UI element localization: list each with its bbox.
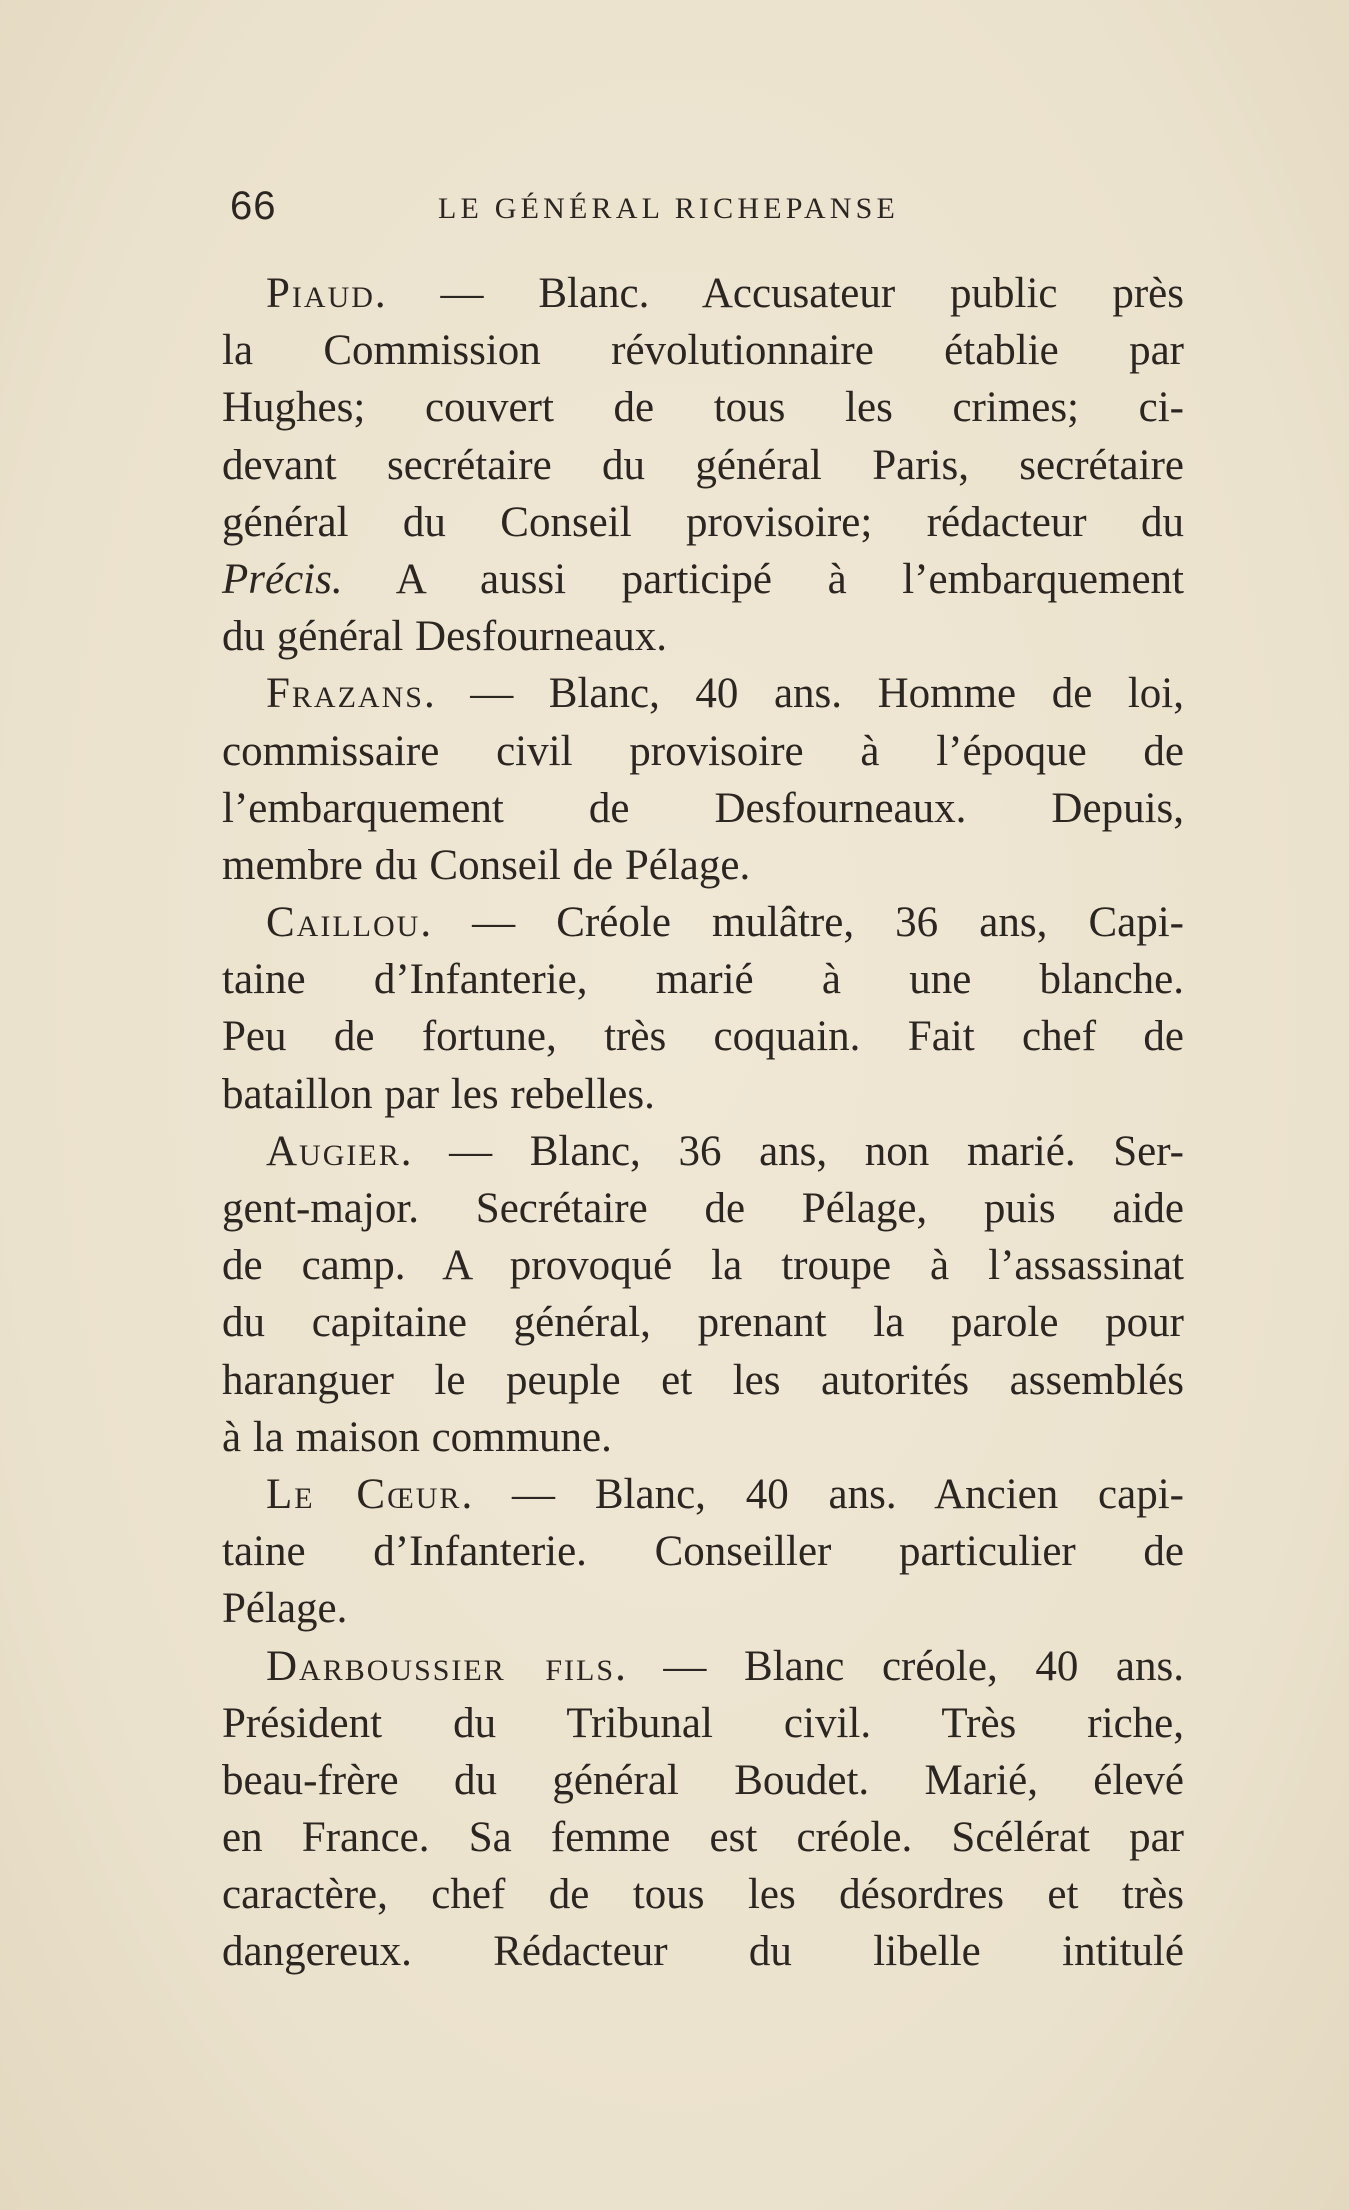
- entry-name: Augier: [266, 1127, 401, 1175]
- entry-name: Le Cœur: [266, 1470, 462, 1518]
- text-line: du général Desfourneaux.: [222, 613, 667, 661]
- text-line: général du Conseil provisoire; rédacteur du: [222, 498, 1184, 546]
- entry-name: Darboussier fils: [266, 1642, 616, 1690]
- body-text: [222, 265, 1184, 1981]
- text-line: Caillou. — Créole mulâtre, 36 ans, Capi-: [266, 899, 1184, 947]
- text-line: Précis. A aussi participé à l’embarquement: [222, 555, 1184, 603]
- text-line: Pélage.: [222, 1585, 348, 1633]
- text-line: la Commission révolutionnaire établie par: [222, 327, 1184, 375]
- italic-title: Précis.: [222, 555, 343, 603]
- text-line: beau-frère du général Boudet. Marié, élevé: [222, 1756, 1184, 1804]
- entry-name: Frazans: [266, 670, 424, 718]
- text-line: Le Cœur. — Blanc, 40 ans. Ancien capi-: [266, 1470, 1184, 1518]
- text-line: haranguer le peuple et les autorités assemblés: [222, 1356, 1184, 1404]
- text-line: de camp. A provoqué la troupe à l’assassinat: [222, 1242, 1184, 1290]
- text-line: bataillon par les rebelles.: [222, 1070, 655, 1118]
- entry-le-coeur: [222, 1466, 1184, 1638]
- text-line: du capitaine général, prenant la parole pour: [222, 1299, 1184, 1347]
- text-line: dangereux. Rédacteur du libelle intitulé: [222, 1928, 1184, 1976]
- text-line: taine d’Infanterie. Conseiller particulier de: [222, 1528, 1184, 1576]
- page-number: 66: [230, 184, 277, 228]
- text-line: commissaire civil provisoire à l’époque de: [222, 727, 1184, 775]
- entry-darboussier-fils: [222, 1638, 1184, 1981]
- text-line: Darboussier fils. — Blanc créole, 40 ans.: [266, 1642, 1184, 1690]
- entry-piaud: [222, 265, 1184, 665]
- entry-caillou: [222, 894, 1184, 1123]
- text-line: Président du Tribunal civil. Très riche,: [222, 1699, 1184, 1747]
- text-line: taine d’Infanterie, marié à une blanche.: [222, 956, 1184, 1004]
- entry-augier: [222, 1123, 1184, 1466]
- text-line: l’embarquement de Desfourneaux. Depuis,: [222, 784, 1184, 832]
- text-line: caractère, chef de tous les désordres et très: [222, 1871, 1184, 1919]
- text-line: gent-major. Secrétaire de Pélage, puis aide: [222, 1185, 1184, 1232]
- page-header: [222, 180, 1182, 240]
- text-line: en France. Sa femme est créole. Scélérat par: [222, 1814, 1184, 1862]
- entry-name: Caillou: [266, 899, 421, 947]
- text-line: Hughes; couvert de tous les crimes; ci-: [222, 384, 1184, 432]
- running-title: LE GÉNÉRAL RICHEPANSE: [438, 192, 899, 225]
- text-line: Piaud. — Blanc. Accusateur public près: [266, 270, 1184, 317]
- text-line: membre du Conseil de Pélage.: [222, 841, 751, 889]
- entry-name: Piaud: [266, 270, 375, 317]
- text-line: Peu de fortune, très coquain. Fait chef de: [222, 1013, 1184, 1061]
- text-line: devant secrétaire du général Paris, secrétaire: [222, 441, 1184, 489]
- text-line: Frazans. — Blanc, 40 ans. Homme de loi,: [266, 670, 1184, 718]
- text-line: Augier. — Blanc, 36 ans, non marié. Ser-: [266, 1127, 1184, 1175]
- text-line: à la maison commune.: [222, 1413, 612, 1461]
- entry-frazans: [222, 665, 1184, 894]
